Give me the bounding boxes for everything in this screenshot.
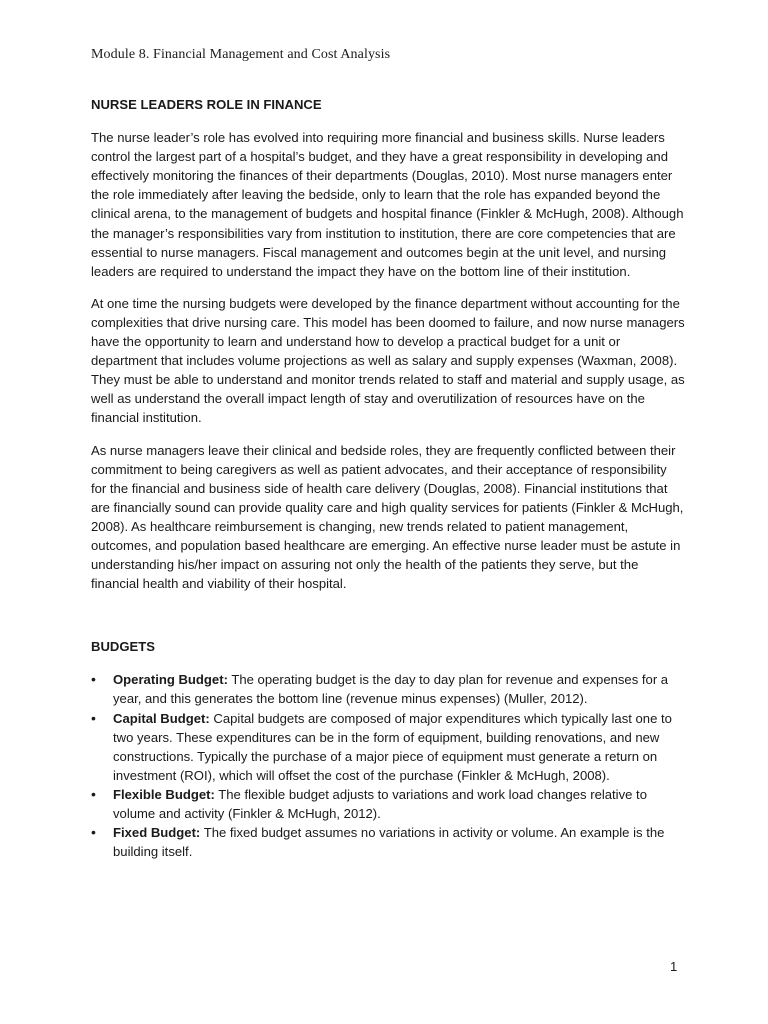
page-number: 1: [670, 959, 678, 974]
section-heading-budgets: BUDGETS: [91, 639, 156, 655]
budget-term: Capital Budget:: [113, 710, 210, 726]
section-heading-finance: NURSE LEADERS ROLE IN FINANCE: [91, 97, 322, 112]
list-item: [91, 785, 685, 823]
section-spacer: [91, 606, 685, 637]
paragraph: As nurse managers leave their clinical and bedside roles, they are frequently conflicted between their commitment to being caregivers as well as patient advocates, and their acceptance of responsibility for the financial and business side of health care delivery (Douglas, 2008). Financial institutions that are financially sound can provide quality care and high quality services for patients (Finkler & McHugh, 2008). As healthcare reimbursement is changing, new trends related to patient management, outcomes, and population based healthcare are emerging. An effective nurse leader must be astute in understanding his/her impact on assuring not only the health of the patients they serve, but the financial health and viability of their hospital.: [91, 442, 684, 592]
list-item: [91, 709, 685, 785]
budget-term: Flexible Budget:: [113, 786, 215, 802]
budget-term: Operating Budget:: [113, 672, 228, 688]
budget-definition: Capital budgets are composed of major expenditures which typically last one to two years. These expenditures can be in the form of equipment, building renovations, and new constructions. Typically the purchase of a major piece of equipment must generate a return on investment (ROI), which will offset the cost of the purchase (Finkler & McHugh, 2008).: [113, 710, 672, 783]
paragraph: The nurse leader’s role has evolved into requiring more financial and business skills. Nurse leaders control the largest part of a hospital’s budget, and they have a great responsibility in developing and effectively monitoring the finances of their departments (Douglas, 2010). Most nurse managers enter the role immediately after leaving the bedside, only to learn that the role has expanded beyond the clinical arena, to the management of budgets and hospital finance (Finkler & McHugh, 2008). Although the manager’s responsibilities vary from institution to institution, there are core competencies that are essential to nurse managers. Fiscal management and outcomes begin at the unit level, and nursing leaders are required to understand the impact they have on the bottom line of their institution.: [91, 130, 684, 279]
budget-definition: The operating budget is the day to day plan for revenue and expenses for a year, and this generates the bottom line (revenue minus expenses) (Muller, 2012).: [113, 672, 669, 707]
budget-definition: The flexible budget adjusts to variations and work load changes relative to volume and activity (Finkler & McHugh, 2012).: [113, 786, 647, 821]
budget-definition: The fixed budget assumes no variations in activity or volume. An example is the building itself.: [113, 825, 665, 860]
running-header: Module 8. Financial Management and Cost Analysis: [91, 47, 391, 62]
list-item: [91, 823, 685, 861]
document-body: [91, 95, 685, 861]
paragraph: At one time the nursing budgets were developed by the finance department without accounting for the complexities that drive nursing care. This model has been doomed to failure, and now nurse managers have the opportunity to learn and understand how to develop a practical budget for a unit or department that includes volume projections as well as salary and supply expenses (Waxman, 2008). They must be able to understand and monitor trends related to staff and material and supply usage, as well as understand the overall impact length of stay and overutilization of resources have on the financial institution.: [91, 295, 685, 426]
budget-list: [91, 670, 685, 861]
list-item: [91, 670, 685, 708]
budget-term: Fixed Budget:: [113, 825, 201, 841]
